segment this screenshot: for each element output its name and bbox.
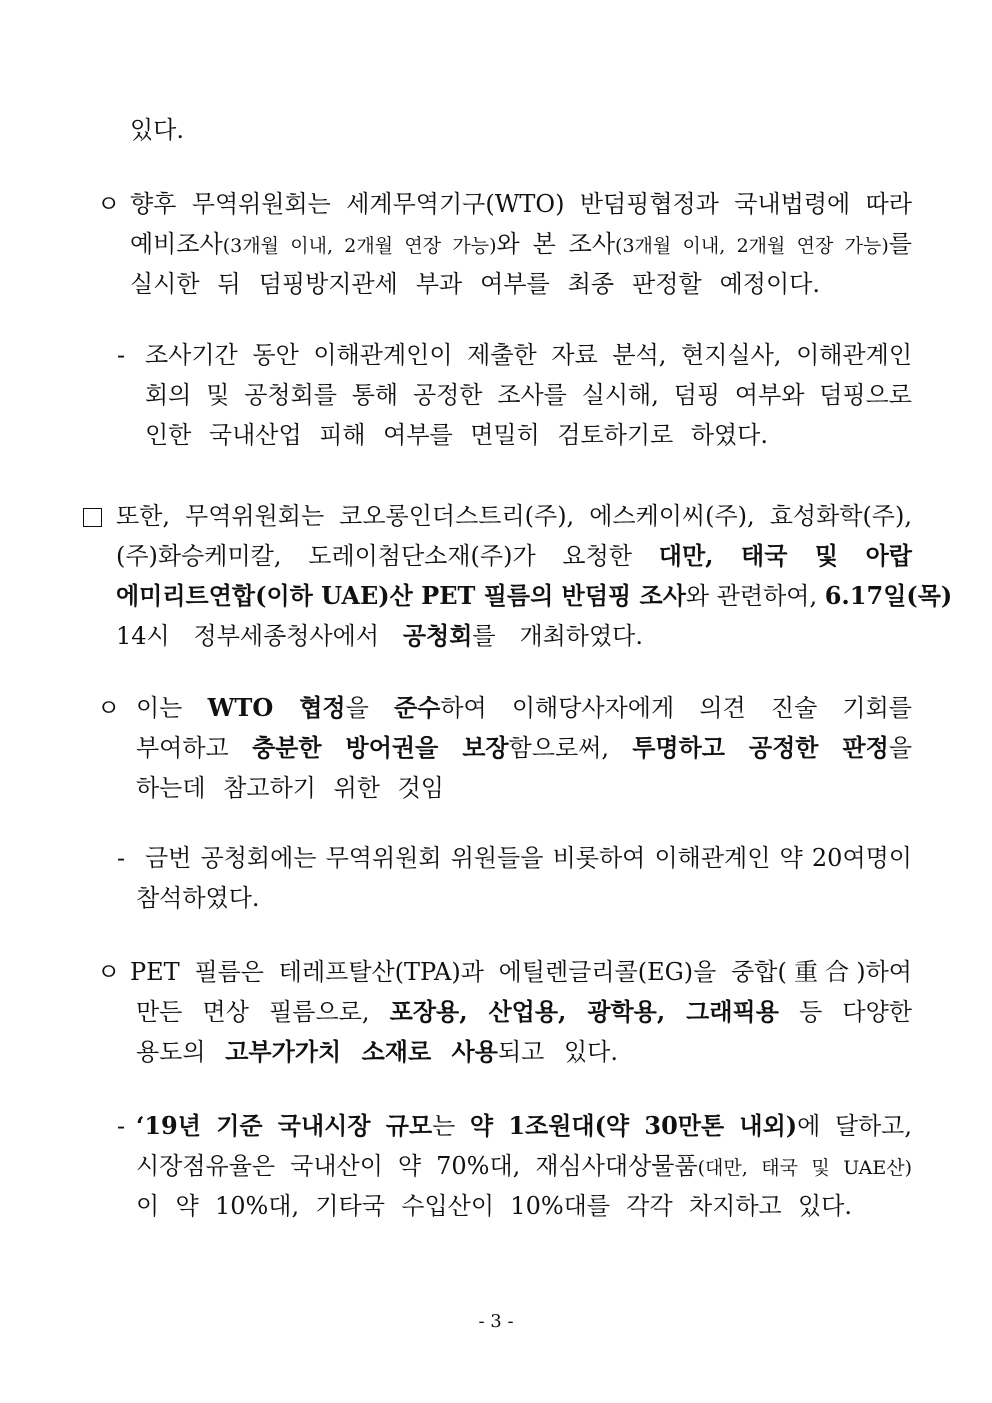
text-line: 이는 WTO 협정을 준수하여 이해당사자에게 의견 진술 기회를: [136, 693, 912, 722]
text-line: 회의 및 공청회를 통해 공정한 조사를 실시해, 덤핑 여부와 덤핑으로: [145, 381, 912, 409]
dash-bullet: -: [117, 1112, 126, 1140]
text-line: 향후 무역위원회는 세계무역기구(WTO) 반덤핑협정과 국내법령에 따라: [130, 190, 912, 218]
text-line: 있다.: [130, 116, 184, 144]
text-line: 에미리트연합(이하 UAE)산 PET 필름의 반덤핑 조사와 관련하여, 6.17일(목): [116, 581, 953, 610]
text-line: 하는데 참고하기 위한 것임: [136, 774, 444, 802]
text-line: ‘19년 기준 국내시장 규모는 약 1조원대(약 30만톤 내외)에 달하고,: [136, 1111, 912, 1140]
dash-bullet: -: [117, 844, 126, 872]
circle-bullet-icon: ㅇ: [97, 694, 121, 722]
square-bullet-icon: [83, 508, 102, 527]
text-line: 또한, 무역위원회는 코오롱인더스트리(주), 에스케이씨(주), 효성화학(주),: [116, 502, 912, 530]
text-line: 금번 공청회에는 무역위원회 위원들을 비롯하여 이해관계인 약 20여명이: [145, 844, 912, 872]
text-line: PET 필름은 테레프탈산(TPA)과 에틸렌글리콜(EG)을 중합(重合)하여: [130, 958, 912, 986]
text-line: 인한 국내산업 피해 여부를 면밀히 검토하기로 하였다.: [145, 421, 768, 449]
text-line: 이 약 10%대, 기타국 수입산이 10%대를 각각 차지하고 있다.: [136, 1192, 852, 1220]
text-line: 시장점유율은 국내산이 약 70%대, 재심사대상물품(대만, 태국 및 UAE산): [136, 1152, 912, 1180]
circle-bullet-icon: ㅇ: [97, 958, 121, 986]
dash-bullet: -: [117, 341, 126, 369]
page-number: - 3 -: [478, 1311, 514, 1332]
text-line: 조사기간 동안 이해관계인이 제출한 자료 분석, 현지실사, 이해관계인: [145, 341, 912, 369]
circle-bullet-icon: ㅇ: [97, 190, 121, 218]
text-line: 예비조사(3개월 이내, 2개월 연장 가능)와 본 조사(3개월 이내, 2개월 연장 가능)를: [130, 230, 912, 258]
text-line: 만든 면상 필름으로, 포장용, 산업용, 광학용, 그래픽용 등 다양한: [136, 997, 912, 1026]
text-line: 14시 정부세종청사에서 공청회를 개최하였다.: [116, 621, 643, 650]
text-line: 실시한 뒤 덤핑방지관세 부과 여부를 최종 판정할 예정이다.: [130, 270, 820, 298]
text-line: (주)화승케미칼, 도레이첨단소재(주)가 요청한 대만, 태국 및 아랍: [116, 541, 912, 570]
text-line: 부여하고 충분한 방어권을 보장함으로써, 투명하고 공정한 판정을: [136, 733, 912, 762]
text-line: 참석하였다.: [136, 884, 260, 912]
text-line: 용도의 고부가가치 소재로 사용되고 있다.: [136, 1037, 618, 1066]
